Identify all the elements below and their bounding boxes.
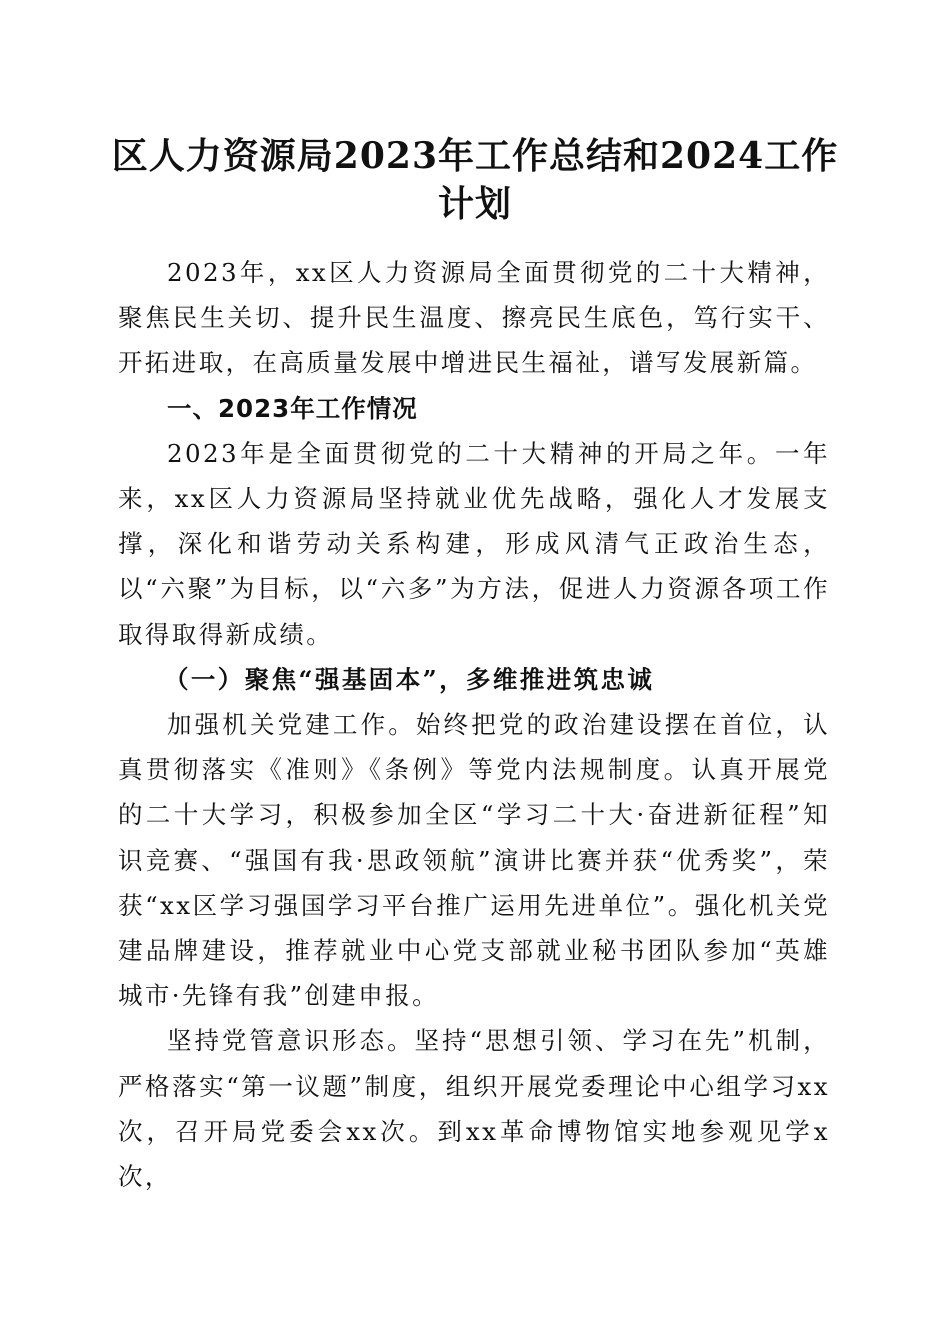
section-heading-work-2023: 一、2023年工作情况	[167, 393, 418, 423]
intro-paragraph: 2023年，xx区人力资源局全面贯彻党的二十大精神，聚焦民生关切、提升民生温度、擦亮民生底色，笃行实干、开拓进取，在高质量发展中增进民生福祉，谱写发展新篇。	[118, 258, 830, 378]
document-body	[118, 250, 830, 1199]
party-building-paragraph: 加强机关党建工作。始终把党的政治建设摆在首位，认真贯彻落实《准则》《条例》等党内法规制度。认真开展党的二十大学习，积极参加全区“学习二十大·奋进新征程”知识竞赛、“强国有我·思政领航”演讲比赛并获“优秀奖”，荣获“xx区学习强国学习平台推广运用先进单位”。强化机关党建品牌建设，推荐就业中心党支部就业秘书团队参加“英雄城市·先锋有我”创建申报。	[118, 710, 830, 1011]
document-title: 区人力资源局2023年工作总结和2024工作计划	[111, 135, 839, 225]
section-intro-paragraph: 2023年是全面贯彻党的二十大精神的开局之年。一年来，xx区人力资源局坚持就业优先战略，强化人才发展支撑，深化和谐劳动关系构建，形成风清气正政治生态，以“六聚”为目标，以“六多”为方法，促进人力资源各项工作取得取得新成绩。	[118, 438, 830, 649]
subsection-heading-strengthen-foundation: （一）聚焦“强基固本”，多维推进筑忠诚	[164, 664, 655, 694]
ideology-paragraph: 坚持党管意识形态。坚持“思想引领、学习在先”机制，严格落实“第一议题”制度，组织开展党委理论中心组学习xx次，召开局党委会xx次。到xx革命博物馆实地参观见学x次，	[118, 1026, 830, 1192]
